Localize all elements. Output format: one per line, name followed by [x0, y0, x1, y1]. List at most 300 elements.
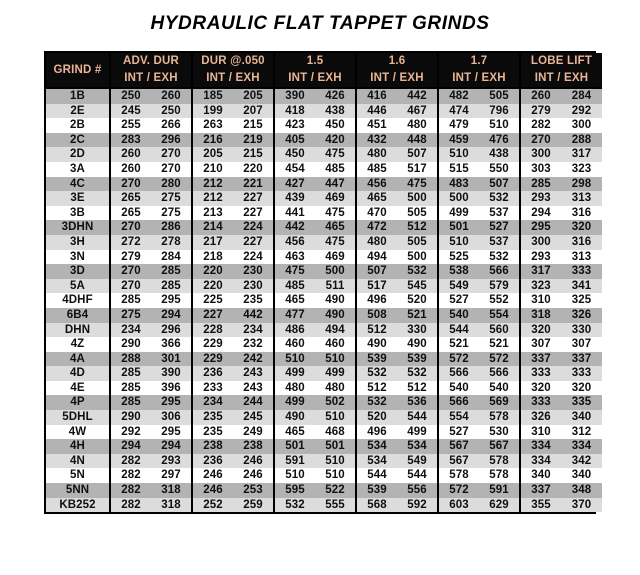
table-row	[46, 206, 602, 221]
cell-ratio15-int: 441	[274, 206, 315, 221]
cell-adv-dur-int: 282	[110, 454, 151, 469]
cell-lobe-lift-int: 326	[520, 410, 561, 425]
header-sub-row	[46, 70, 602, 88]
cell-ratio15-exh: 522	[315, 483, 356, 498]
cell-ratio17-int: 521	[438, 337, 479, 352]
cell-lobe-lift-exh: 320	[561, 220, 602, 235]
header-grind: GRIND #	[46, 53, 110, 88]
cell-ratio17-int: 554	[438, 410, 479, 425]
table-row	[46, 162, 602, 177]
cell-ratio16-int: 517	[356, 279, 397, 294]
cell-lobe-lift-int: 334	[520, 454, 561, 469]
cell-ratio15-int: 454	[274, 162, 315, 177]
cell-lobe-lift-int: 295	[520, 220, 561, 235]
cell-dur050-exh: 227	[233, 206, 274, 221]
cell-ratio16-exh: 500	[397, 250, 438, 265]
cell-ratio17-int: 572	[438, 483, 479, 498]
cell-ratio17-int: 549	[438, 279, 479, 294]
cell-dur050-int: 185	[192, 88, 233, 104]
cell-grind: 1B	[46, 88, 110, 104]
cell-dur050-int: 229	[192, 352, 233, 367]
cell-ratio15-exh: 475	[315, 206, 356, 221]
cell-dur050-exh: 215	[233, 147, 274, 162]
table-row	[46, 498, 602, 513]
cell-ratio15-exh: 499	[315, 366, 356, 381]
cell-ratio17-exh: 505	[479, 88, 520, 104]
cell-dur050-exh: 224	[233, 250, 274, 265]
cell-ratio17-exh: 532	[479, 250, 520, 265]
cell-ratio17-exh: 527	[479, 220, 520, 235]
cell-ratio15-int: 510	[274, 352, 315, 367]
cell-grind: 4N	[46, 454, 110, 469]
cell-dur050-int: 220	[192, 264, 233, 279]
cell-dur050-int: 228	[192, 323, 233, 338]
cell-grind: 3N	[46, 250, 110, 265]
cell-ratio16-exh: 475	[397, 177, 438, 192]
cell-lobe-lift-exh: 316	[561, 206, 602, 221]
cell-dur050-exh: 230	[233, 264, 274, 279]
cell-adv-dur-int: 285	[110, 381, 151, 396]
cell-grind: 3B	[46, 206, 110, 221]
cell-adv-dur-int: 272	[110, 235, 151, 250]
cell-grind: 2B	[46, 118, 110, 133]
cell-ratio16-int: 512	[356, 323, 397, 338]
cell-ratio17-int: 510	[438, 147, 479, 162]
cell-lobe-lift-int: 333	[520, 366, 561, 381]
cell-adv-dur-int: 285	[110, 395, 151, 410]
cell-ratio17-exh: 537	[479, 235, 520, 250]
cell-ratio17-exh: 566	[479, 264, 520, 279]
cell-lobe-lift-exh: 348	[561, 483, 602, 498]
cell-ratio16-int: 465	[356, 191, 397, 206]
cell-ratio16-int: 534	[356, 454, 397, 469]
cell-ratio16-int: 534	[356, 439, 397, 454]
cell-ratio15-int: 499	[274, 395, 315, 410]
cell-ratio16-int: 451	[356, 118, 397, 133]
cell-dur050-exh: 227	[233, 235, 274, 250]
cell-adv-dur-exh: 275	[151, 206, 192, 221]
cell-lobe-lift-int: 318	[520, 308, 561, 323]
header-group-dur-050: DUR @.050	[192, 53, 274, 70]
cell-ratio17-exh: 540	[479, 381, 520, 396]
cell-ratio17-int: 483	[438, 177, 479, 192]
cell-dur050-exh: 242	[233, 352, 274, 367]
cell-grind: 3H	[46, 235, 110, 250]
cell-ratio17-int: 479	[438, 118, 479, 133]
cell-dur050-exh: 244	[233, 395, 274, 410]
cell-ratio16-exh: 500	[397, 191, 438, 206]
cell-grind: 3D	[46, 264, 110, 279]
cell-dur050-exh: 227	[233, 191, 274, 206]
table-row	[46, 220, 602, 235]
cell-adv-dur-exh: 285	[151, 279, 192, 294]
cell-lobe-lift-int: 340	[520, 468, 561, 483]
cell-dur050-int: 214	[192, 220, 233, 235]
cell-lobe-lift-exh: 300	[561, 118, 602, 133]
cell-dur050-int: 225	[192, 293, 233, 308]
cell-adv-dur-int: 270	[110, 220, 151, 235]
cell-adv-dur-int: 294	[110, 439, 151, 454]
cell-lobe-lift-exh: 284	[561, 88, 602, 104]
cell-ratio16-int: 532	[356, 395, 397, 410]
table-row	[46, 395, 602, 410]
cell-ratio15-int: 456	[274, 235, 315, 250]
cell-dur050-exh: 205	[233, 88, 274, 104]
cell-adv-dur-int: 292	[110, 425, 151, 440]
cell-lobe-lift-int: 310	[520, 293, 561, 308]
table-body	[46, 88, 602, 512]
cell-dur050-int: 234	[192, 395, 233, 410]
cell-ratio17-int: 566	[438, 366, 479, 381]
cell-grind: 5N	[46, 468, 110, 483]
cell-dur050-int: 236	[192, 454, 233, 469]
cell-ratio16-exh: 520	[397, 293, 438, 308]
cell-adv-dur-int: 260	[110, 162, 151, 177]
cell-ratio16-int: 532	[356, 366, 397, 381]
cell-dur050-int: 212	[192, 191, 233, 206]
table-row	[46, 177, 602, 192]
cell-dur050-exh: 442	[233, 308, 274, 323]
cell-lobe-lift-int: 294	[520, 206, 561, 221]
cell-adv-dur-exh: 306	[151, 410, 192, 425]
cell-grind: 4W	[46, 425, 110, 440]
cell-ratio15-exh: 510	[315, 352, 356, 367]
cell-ratio15-exh: 510	[315, 468, 356, 483]
cell-dur050-int: 263	[192, 118, 233, 133]
cell-lobe-lift-int: 334	[520, 439, 561, 454]
cell-dur050-exh: 234	[233, 323, 274, 338]
cell-adv-dur-int: 245	[110, 104, 151, 119]
table-row	[46, 425, 602, 440]
header-sub-lobe-lift: INT / EXH	[520, 70, 602, 88]
cell-grind: 2E	[46, 104, 110, 119]
grinds-table	[46, 53, 602, 512]
cell-ratio15-int: 465	[274, 293, 315, 308]
cell-dur050-exh: 220	[233, 162, 274, 177]
cell-ratio17-exh: 476	[479, 133, 520, 148]
header-group-ratio-15: 1.5	[274, 53, 356, 70]
cell-ratio15-int: 532	[274, 498, 315, 513]
cell-ratio16-int: 416	[356, 88, 397, 104]
cell-ratio16-int: 496	[356, 293, 397, 308]
cell-ratio17-exh: 537	[479, 206, 520, 221]
cell-dur050-exh: 259	[233, 498, 274, 513]
cell-adv-dur-exh: 284	[151, 250, 192, 265]
cell-adv-dur-int: 288	[110, 352, 151, 367]
cell-ratio16-int: 470	[356, 206, 397, 221]
cell-ratio15-int: 480	[274, 381, 315, 396]
cell-dur050-int: 220	[192, 279, 233, 294]
cell-lobe-lift-int: 300	[520, 235, 561, 250]
cell-adv-dur-int: 285	[110, 366, 151, 381]
cell-ratio15-int: 418	[274, 104, 315, 119]
table-row	[46, 133, 602, 148]
cell-ratio16-exh: 544	[397, 468, 438, 483]
cell-adv-dur-int: 279	[110, 250, 151, 265]
cell-adv-dur-exh: 366	[151, 337, 192, 352]
cell-dur050-exh: 243	[233, 366, 274, 381]
cell-dur050-exh: 253	[233, 483, 274, 498]
cell-ratio17-exh: 560	[479, 323, 520, 338]
cell-dur050-int: 213	[192, 206, 233, 221]
cell-lobe-lift-exh: 307	[561, 337, 602, 352]
cell-lobe-lift-int: 260	[520, 88, 561, 104]
cell-ratio15-int: 485	[274, 279, 315, 294]
table-row	[46, 250, 602, 265]
cell-ratio16-int: 496	[356, 425, 397, 440]
cell-ratio17-int: 572	[438, 352, 479, 367]
table-row	[46, 104, 602, 119]
header-group-ratio-17: 1.7	[438, 53, 520, 70]
cell-ratio17-int: 566	[438, 395, 479, 410]
cell-ratio16-exh: 490	[397, 337, 438, 352]
cell-ratio17-int: 527	[438, 293, 479, 308]
cell-lobe-lift-int: 323	[520, 279, 561, 294]
cell-ratio17-int: 525	[438, 250, 479, 265]
table-row	[46, 366, 602, 381]
cell-lobe-lift-exh: 298	[561, 177, 602, 192]
cell-ratio16-int: 508	[356, 308, 397, 323]
header-group-adv-dur: ADV. DUR	[110, 53, 192, 70]
cell-lobe-lift-exh: 325	[561, 293, 602, 308]
header-group-lobe-lift: LOBE LIFT	[520, 53, 602, 70]
cell-lobe-lift-exh: 335	[561, 395, 602, 410]
cell-grind: 2D	[46, 147, 110, 162]
cell-ratio15-int: 477	[274, 308, 315, 323]
cell-lobe-lift-exh: 316	[561, 235, 602, 250]
cell-lobe-lift-int: 279	[520, 104, 561, 119]
cell-grind: 4P	[46, 395, 110, 410]
cell-lobe-lift-int: 337	[520, 352, 561, 367]
cell-adv-dur-exh: 318	[151, 483, 192, 498]
cell-ratio17-exh: 579	[479, 279, 520, 294]
cell-adv-dur-exh: 285	[151, 264, 192, 279]
cell-ratio17-exh: 578	[479, 410, 520, 425]
cell-ratio15-exh: 469	[315, 191, 356, 206]
header-sub-adv-dur: INT / EXH	[110, 70, 192, 88]
table-row	[46, 293, 602, 308]
table-row	[46, 264, 602, 279]
cell-ratio16-int: 520	[356, 410, 397, 425]
table-row	[46, 235, 602, 250]
cell-ratio15-exh: 420	[315, 133, 356, 148]
cell-adv-dur-int: 255	[110, 118, 151, 133]
cell-ratio16-exh: 507	[397, 147, 438, 162]
cell-dur050-int: 199	[192, 104, 233, 119]
cell-ratio17-int: 540	[438, 381, 479, 396]
cell-grind: 5A	[46, 279, 110, 294]
cell-adv-dur-exh: 318	[151, 498, 192, 513]
cell-adv-dur-int: 282	[110, 483, 151, 498]
cell-dur050-exh: 224	[233, 220, 274, 235]
cell-adv-dur-exh: 295	[151, 425, 192, 440]
cell-ratio17-exh: 566	[479, 366, 520, 381]
cell-ratio15-int: 390	[274, 88, 315, 104]
cell-ratio15-exh: 468	[315, 425, 356, 440]
cell-ratio17-int: 544	[438, 323, 479, 338]
cell-ratio15-exh: 490	[315, 308, 356, 323]
cell-ratio16-exh: 505	[397, 235, 438, 250]
cell-adv-dur-exh: 295	[151, 395, 192, 410]
cell-ratio15-exh: 447	[315, 177, 356, 192]
cell-adv-dur-exh: 396	[151, 381, 192, 396]
table-row	[46, 279, 602, 294]
table-row	[46, 88, 602, 104]
cell-lobe-lift-int: 270	[520, 133, 561, 148]
cell-grind: 5DHL	[46, 410, 110, 425]
cell-adv-dur-exh: 301	[151, 352, 192, 367]
cell-ratio17-exh: 569	[479, 395, 520, 410]
cell-ratio16-exh: 448	[397, 133, 438, 148]
cell-lobe-lift-exh: 313	[561, 250, 602, 265]
cell-adv-dur-exh: 286	[151, 220, 192, 235]
cell-adv-dur-int: 234	[110, 323, 151, 338]
cell-ratio15-exh: 555	[315, 498, 356, 513]
cell-lobe-lift-int: 303	[520, 162, 561, 177]
cell-dur050-exh: 246	[233, 468, 274, 483]
cell-ratio15-exh: 475	[315, 147, 356, 162]
cell-ratio17-int: 459	[438, 133, 479, 148]
cell-dur050-int: 252	[192, 498, 233, 513]
cell-grind: 3A	[46, 162, 110, 177]
cell-ratio15-exh: 501	[315, 439, 356, 454]
cell-ratio17-exh: 572	[479, 352, 520, 367]
cell-ratio17-int: 515	[438, 162, 479, 177]
cell-ratio15-int: 450	[274, 147, 315, 162]
cell-ratio16-exh: 556	[397, 483, 438, 498]
cell-dur050-exh: 230	[233, 279, 274, 294]
cell-lobe-lift-exh: 323	[561, 162, 602, 177]
cell-ratio15-exh: 465	[315, 220, 356, 235]
cell-dur050-int: 212	[192, 177, 233, 192]
cell-ratio16-int: 544	[356, 468, 397, 483]
table-row	[46, 381, 602, 396]
cell-grind: 2C	[46, 133, 110, 148]
cell-grind: 3DHN	[46, 220, 110, 235]
cell-ratio16-exh: 532	[397, 264, 438, 279]
cell-adv-dur-int: 265	[110, 191, 151, 206]
cell-ratio16-exh: 499	[397, 425, 438, 440]
cell-grind: 6B4	[46, 308, 110, 323]
cell-ratio17-int: 538	[438, 264, 479, 279]
cell-ratio15-exh: 494	[315, 323, 356, 338]
table-row	[46, 147, 602, 162]
cell-ratio16-int: 539	[356, 352, 397, 367]
cell-ratio17-exh: 550	[479, 162, 520, 177]
cell-ratio16-exh: 549	[397, 454, 438, 469]
cell-adv-dur-exh: 270	[151, 147, 192, 162]
cell-lobe-lift-exh: 370	[561, 498, 602, 513]
cell-ratio16-exh: 534	[397, 439, 438, 454]
cell-adv-dur-int: 270	[110, 177, 151, 192]
table-row	[46, 468, 602, 483]
cell-ratio17-exh: 591	[479, 483, 520, 498]
cell-ratio15-int: 427	[274, 177, 315, 192]
cell-dur050-int: 246	[192, 468, 233, 483]
cell-ratio16-int: 568	[356, 498, 397, 513]
cell-grind: 4A	[46, 352, 110, 367]
cell-ratio16-exh: 480	[397, 118, 438, 133]
cell-adv-dur-int: 275	[110, 308, 151, 323]
cell-ratio16-exh: 512	[397, 381, 438, 396]
cell-grind: 3E	[46, 191, 110, 206]
cell-adv-dur-exh: 270	[151, 162, 192, 177]
cell-ratio15-int: 510	[274, 468, 315, 483]
cell-dur050-int: 217	[192, 235, 233, 250]
cell-ratio15-int: 423	[274, 118, 315, 133]
cell-ratio16-exh: 539	[397, 352, 438, 367]
cell-ratio17-exh: 567	[479, 439, 520, 454]
cell-ratio16-exh: 545	[397, 279, 438, 294]
cell-lobe-lift-exh: 340	[561, 468, 602, 483]
cell-adv-dur-exh: 296	[151, 323, 192, 338]
cell-lobe-lift-exh: 340	[561, 410, 602, 425]
cell-dur050-int: 246	[192, 483, 233, 498]
cell-ratio17-int: 567	[438, 454, 479, 469]
cell-ratio17-exh: 578	[479, 454, 520, 469]
cell-ratio15-exh: 475	[315, 235, 356, 250]
cell-dur050-exh: 232	[233, 337, 274, 352]
table-row	[46, 337, 602, 352]
cell-ratio16-int: 456	[356, 177, 397, 192]
table-header	[46, 53, 602, 88]
page-title: HYDRAULIC FLAT TAPPET GRINDS	[150, 13, 490, 34]
cell-ratio17-exh: 554	[479, 308, 520, 323]
cell-ratio16-int: 480	[356, 235, 397, 250]
cell-ratio17-exh: 510	[479, 118, 520, 133]
cell-ratio17-exh: 552	[479, 293, 520, 308]
cell-lobe-lift-int: 293	[520, 250, 561, 265]
cell-ratio15-exh: 511	[315, 279, 356, 294]
cell-ratio16-int: 507	[356, 264, 397, 279]
cell-ratio17-exh: 578	[479, 468, 520, 483]
cell-lobe-lift-exh: 326	[561, 308, 602, 323]
table-row	[46, 410, 602, 425]
cell-lobe-lift-exh: 312	[561, 425, 602, 440]
cell-ratio16-int: 432	[356, 133, 397, 148]
header-sub-ratio-16: INT / EXH	[356, 70, 438, 88]
cell-ratio16-int: 485	[356, 162, 397, 177]
cell-dur050-int: 235	[192, 410, 233, 425]
cell-lobe-lift-int: 320	[520, 381, 561, 396]
cell-ratio15-int: 591	[274, 454, 315, 469]
cell-lobe-lift-exh: 320	[561, 381, 602, 396]
cell-ratio17-int: 510	[438, 235, 479, 250]
cell-lobe-lift-int: 307	[520, 337, 561, 352]
cell-lobe-lift-exh: 341	[561, 279, 602, 294]
table-row	[46, 439, 602, 454]
cell-ratio16-int: 494	[356, 250, 397, 265]
cell-dur050-exh: 243	[233, 381, 274, 396]
cell-ratio15-exh: 460	[315, 337, 356, 352]
cell-adv-dur-int: 250	[110, 88, 151, 104]
cell-lobe-lift-int: 300	[520, 147, 561, 162]
cell-lobe-lift-exh: 333	[561, 264, 602, 279]
cell-ratio17-exh: 507	[479, 177, 520, 192]
cell-dur050-int: 229	[192, 337, 233, 352]
cell-dur050-exh: 207	[233, 104, 274, 119]
cell-ratio16-exh: 467	[397, 104, 438, 119]
cell-ratio16-exh: 532	[397, 366, 438, 381]
cell-lobe-lift-int: 337	[520, 483, 561, 498]
cell-ratio15-int: 405	[274, 133, 315, 148]
cell-lobe-lift-exh: 330	[561, 323, 602, 338]
cell-adv-dur-exh: 294	[151, 308, 192, 323]
cell-ratio17-int: 567	[438, 439, 479, 454]
cell-ratio17-exh: 530	[479, 425, 520, 440]
cell-dur050-int: 238	[192, 439, 233, 454]
cell-ratio17-int: 500	[438, 191, 479, 206]
